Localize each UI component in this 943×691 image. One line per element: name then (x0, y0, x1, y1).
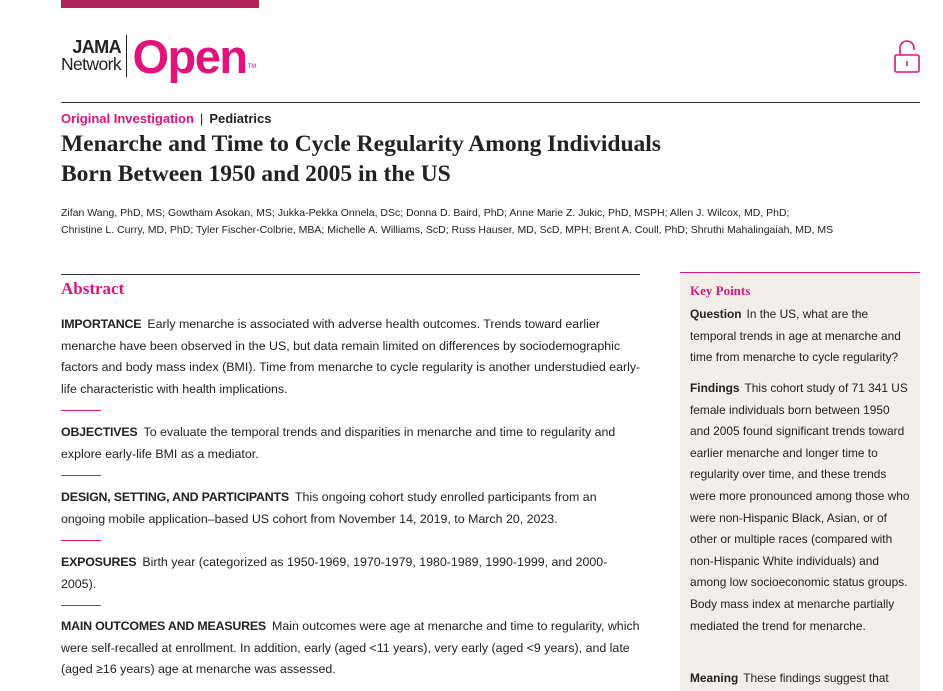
section-rule (61, 475, 101, 476)
abstract-importance (61, 314, 641, 401)
key-points-question (690, 304, 912, 369)
logo-wordmark-left (61, 38, 121, 74)
article-type[interactable]: Original Investigation (61, 111, 194, 126)
abstract-design (61, 487, 641, 530)
importance-text: Early menarche is associated with adverse health outcomes. Trends toward earlier menarche have been observed in the US, but data remain limited on differences by sociodemographic factors and body mass index (BMI). Time from menarche to cycle regularity is another understudied early-life characteristic with health implications. (61, 317, 641, 397)
logo-divider (126, 35, 128, 77)
logo-network: Network (61, 54, 121, 75)
section-rule (61, 410, 101, 411)
article-kicker (61, 111, 271, 126)
header-divider (61, 102, 920, 103)
abstract-objectives (61, 422, 641, 465)
importance-label: IMPORTANCE (61, 317, 142, 331)
design-text: This ongoing cohort study enrolled participants from an ongoing mobile application–based US cohort from November 14, 2019, to March 20, 2023. (61, 490, 597, 526)
key-points-box (680, 272, 920, 691)
author-list (61, 205, 921, 239)
logo-open: Open (132, 29, 247, 83)
outcomes-label: MAIN OUTCOMES AND MEASURES (61, 619, 266, 633)
question-text: In the US, what are the temporal trends in age at menarche and time from menarche to cycle regularity? (690, 307, 901, 365)
key-points-findings (690, 378, 912, 637)
meaning-text: These findings suggest that (743, 671, 889, 685)
meaning-label: Meaning (690, 671, 739, 685)
design-label: DESIGN, SETTING, AND PARTICIPANTS (61, 490, 289, 504)
logo-jama: JAMA (72, 37, 121, 58)
abstract-divider (61, 274, 640, 275)
objectives-text: To evaluate the temporal trends and disparities in menarche and time to regularity and explore early-life BMI as a mediator. (61, 425, 616, 461)
logo-trademark: TM (247, 64, 257, 70)
jama-network-open-logo[interactable] (61, 29, 257, 83)
kicker-separator: | (199, 111, 204, 126)
findings-text: This cohort study of 71 341 US female individuals born between 1950 and 2005 found significant trends toward earlier menarche and longer time to regularity over time, and these trends were more pronounced among those who were non-Hispanic Black, Asian, or of other or multiple races (compared with non-Hispanic White individuals) and among low socioeconomic status groups. Body mass index at menarche partially mediated the trend for menarche. (690, 381, 910, 633)
title-line-2: Born Between 1950 and 2005 in the US (61, 161, 451, 187)
question-label: Question (690, 307, 742, 321)
findings-label: Findings (690, 381, 740, 395)
key-points-meaning (690, 668, 912, 690)
authors-line-2: Christine L. Curry, MD, PhD; Tyler Fischer-Colbrie, MBA; Michelle A. Williams, ScD; Russ Hauser, MD, ScD, MPH; Brent A. Coull, PhD; Shruthi Mahalingaiah, MD, MS (61, 224, 834, 236)
outcomes-text: Main outcomes were age at menarche and time to regularity, which were self-recalled at enrollment. In addition, early (aged <11 years), very early (aged <9 years), and late (aged ≥16 years) age at menarche was assessed. (61, 619, 640, 677)
exposures-text: Birth year (categorized as 1950-1969, 1970-1979, 1980-1989, 1990-1999, and 2000-2005). (61, 555, 608, 591)
top-accent-bar (61, 0, 259, 8)
exposures-label: EXPOSURES (61, 555, 137, 569)
article-section[interactable]: Pediatrics (209, 111, 272, 126)
article-title (61, 129, 761, 189)
section-rule (61, 540, 101, 541)
abstract-outcomes (61, 616, 641, 681)
authors-line-1: Zifan Wang, PhD, MS; Gowtham Asokan, MS; Jukka-Pekka Onnela, DSc; Donna D. Baird, PhD; Anne Marie Z. Jukic, PhD, MSPH; Allen J. Wilcox, MD, PhD; (61, 207, 790, 219)
title-line-1: Menarche and Time to Cycle Regularity Among Individuals (61, 131, 661, 157)
section-rule (61, 605, 101, 606)
key-points-heading: Key Points (690, 283, 751, 298)
abstract-heading: Abstract (61, 279, 125, 298)
open-lock-icon[interactable] (893, 38, 921, 74)
objectives-label: OBJECTIVES (61, 425, 138, 439)
abstract-exposures (61, 552, 641, 595)
